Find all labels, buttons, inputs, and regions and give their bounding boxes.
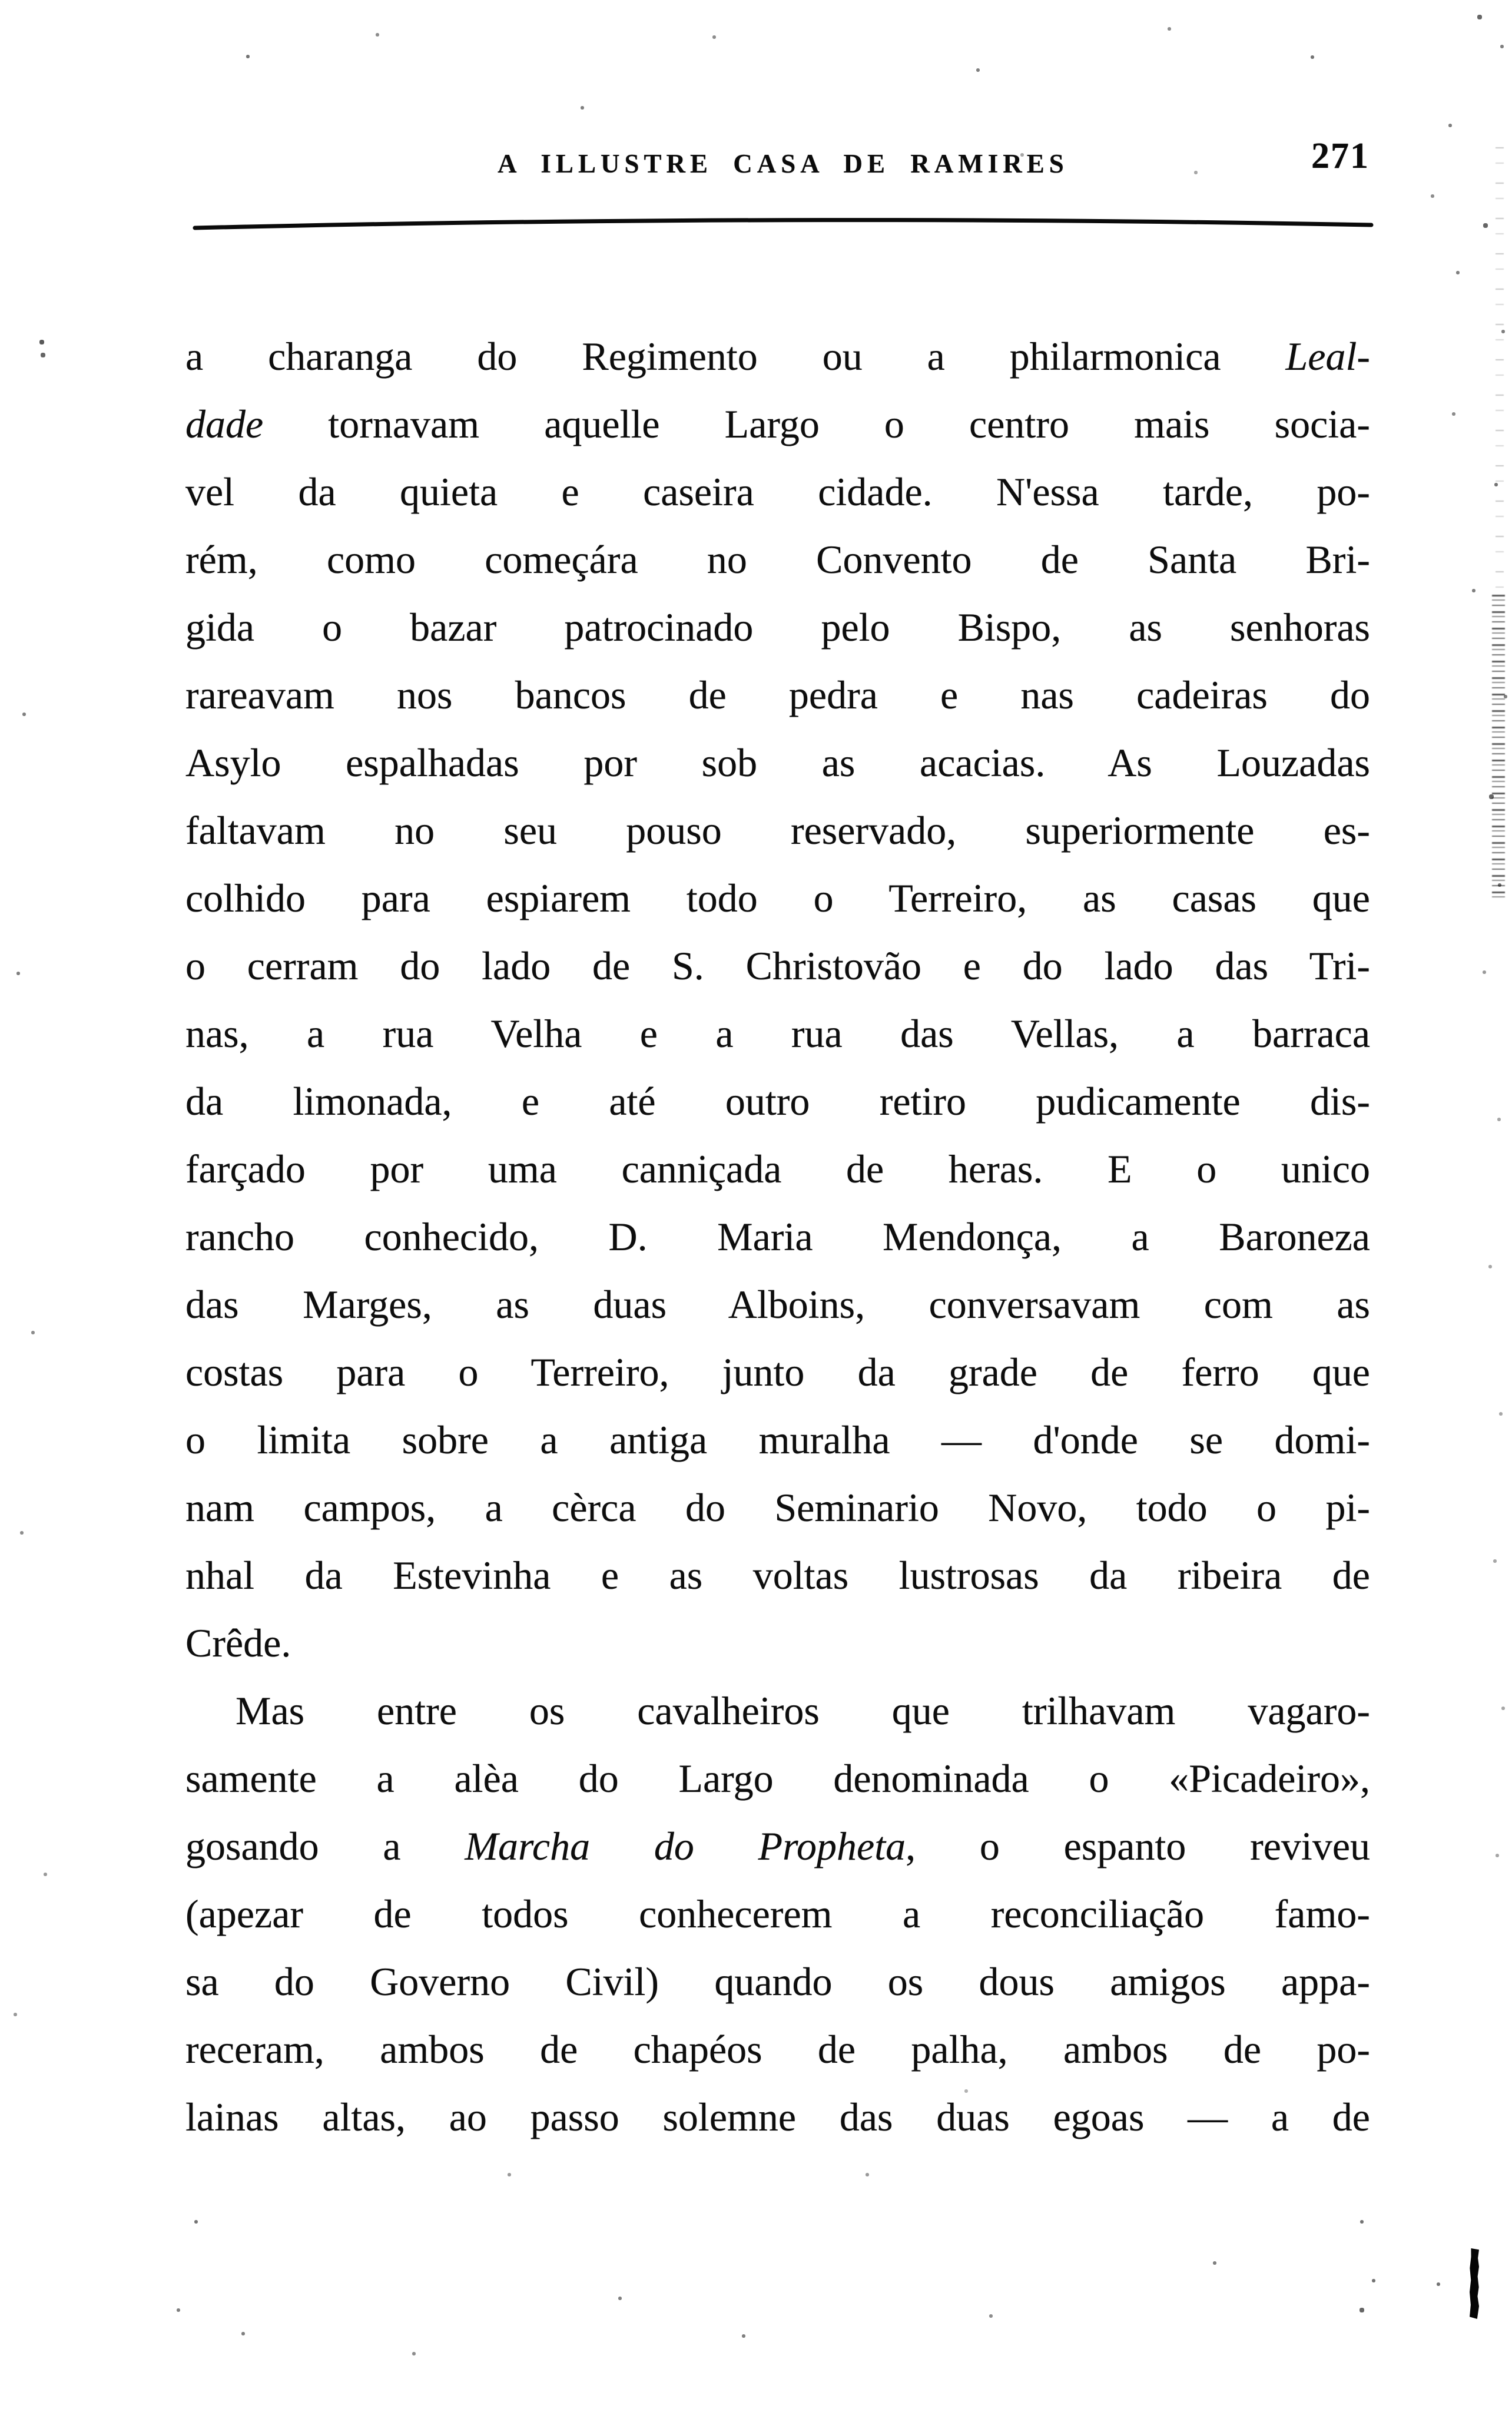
text-line [185,797,1370,864]
text-line [185,1948,1370,2016]
text-segment: nam campos, a cèrca do Seminario Novo, todo o pi- [185,1485,1370,1530]
text-segment: receram, ambos de chapéos de palha, ambos de po- [185,2027,1370,2072]
header-rule [191,212,1375,232]
text-segment: tornavam aquelle Largo o centro mais socia- [263,402,1370,446]
text-line [185,390,1370,458]
text-line [185,1474,1370,1542]
text-line [185,458,1370,526]
text-line [185,1135,1370,1203]
italic-text-segment: Leal- [1285,334,1370,379]
running-header [194,136,1372,191]
text-line [185,1880,1370,1948]
page-body-text [185,323,1370,2151]
text-segment: (apezar de todos conhecerem a reconciliação famo- [185,1891,1370,1936]
text-segment: a charanga do Regimento ou a philarmonica [185,334,1286,379]
text-line [185,2083,1370,2151]
text-segment: rareavam nos bancos de pedra e nas cadeiras do [185,672,1370,717]
text-segment: sa do Governo Civil) quando os dous amigos appa- [185,1959,1370,2004]
text-segment: gida o bazar patrocinado pelo Bispo, as senhoras [185,605,1370,650]
text-segment: faltavam no seu pouso reservado, superiormente es- [185,808,1370,853]
text-segment: o cerram do lado de S. Christovão e do lado das Tri- [185,943,1370,988]
italic-text-segment: Marcha do Propheta [465,1824,906,1868]
text-line [185,1813,1370,1880]
text-segment: samente a alèa do Largo denominada o «Picadeiro», [185,1756,1370,1801]
text-segment: rancho conhecido, D. Maria Mendonça, a Baroneza [185,1214,1370,1259]
text-segment: gosando a [185,1824,465,1868]
text-segment: das Marges, as duas Alboins, conversavam com as [185,1282,1370,1327]
text-line [185,864,1370,932]
scan-binding-mark [1470,2248,1479,2319]
text-segment: Crêde. [185,1621,291,1665]
text-line [185,729,1370,797]
page-title: A ILLUSTRE CASA DE RAMIRES [498,149,1069,178]
text-segment: colhido para espiarem todo o Terreiro, as casas que [185,876,1370,920]
scan-edge-noise-light [1496,147,1504,595]
text-line [185,2016,1370,2083]
text-line [185,1338,1370,1406]
scan-edge-noise [1492,595,1505,901]
text-line [185,1068,1370,1135]
text-segment: farçado por uma canniçada de heras. E o unico [185,1147,1370,1191]
text-line [185,1609,1370,1677]
text-segment: o limita sobre a antiga muralha — d'onde se domi- [185,1417,1370,1462]
page-number: 271 [1311,136,1370,176]
text-line [185,932,1370,1000]
scan-noise-speckles [0,0,1,1]
text-line [185,1000,1370,1068]
text-line [185,594,1370,661]
text-line [185,1677,1370,1745]
text-segment: nas, a rua Velha e a rua das Vellas, a barraca [185,1011,1370,1056]
text-line [185,1542,1370,1609]
text-segment: Asylo espalhadas por sob as acacias. As Louzadas [185,740,1370,785]
text-line [185,661,1370,729]
text-segment: da limonada, e até outro retiro pudicamente dis- [185,1079,1370,1124]
text-line [185,526,1370,594]
text-segment: lainas altas, ao passo solemne das duas egoas — a de [185,2095,1370,2139]
text-segment: vel da quieta e caseira cidade. N'essa tarde, po- [185,469,1370,514]
italic-text-segment: dade [185,402,264,446]
text-segment: nhal da Estevinha e as voltas lustrosas da ribeira de [185,1553,1370,1598]
text-line [185,1406,1370,1474]
text-line [185,1745,1370,1813]
text-segment: , o espanto reviveu [906,1824,1370,1868]
text-line [185,1203,1370,1271]
text-line [185,1271,1370,1338]
text-segment: costas para o Terreiro, junto da grade de ferro que [185,1350,1370,1394]
text-line [185,323,1370,390]
text-segment: rém, como começára no Convento de Santa Bri- [185,537,1370,582]
text-segment: Mas entre os cavalheiros que trilhavam vagaro- [236,1688,1370,1733]
